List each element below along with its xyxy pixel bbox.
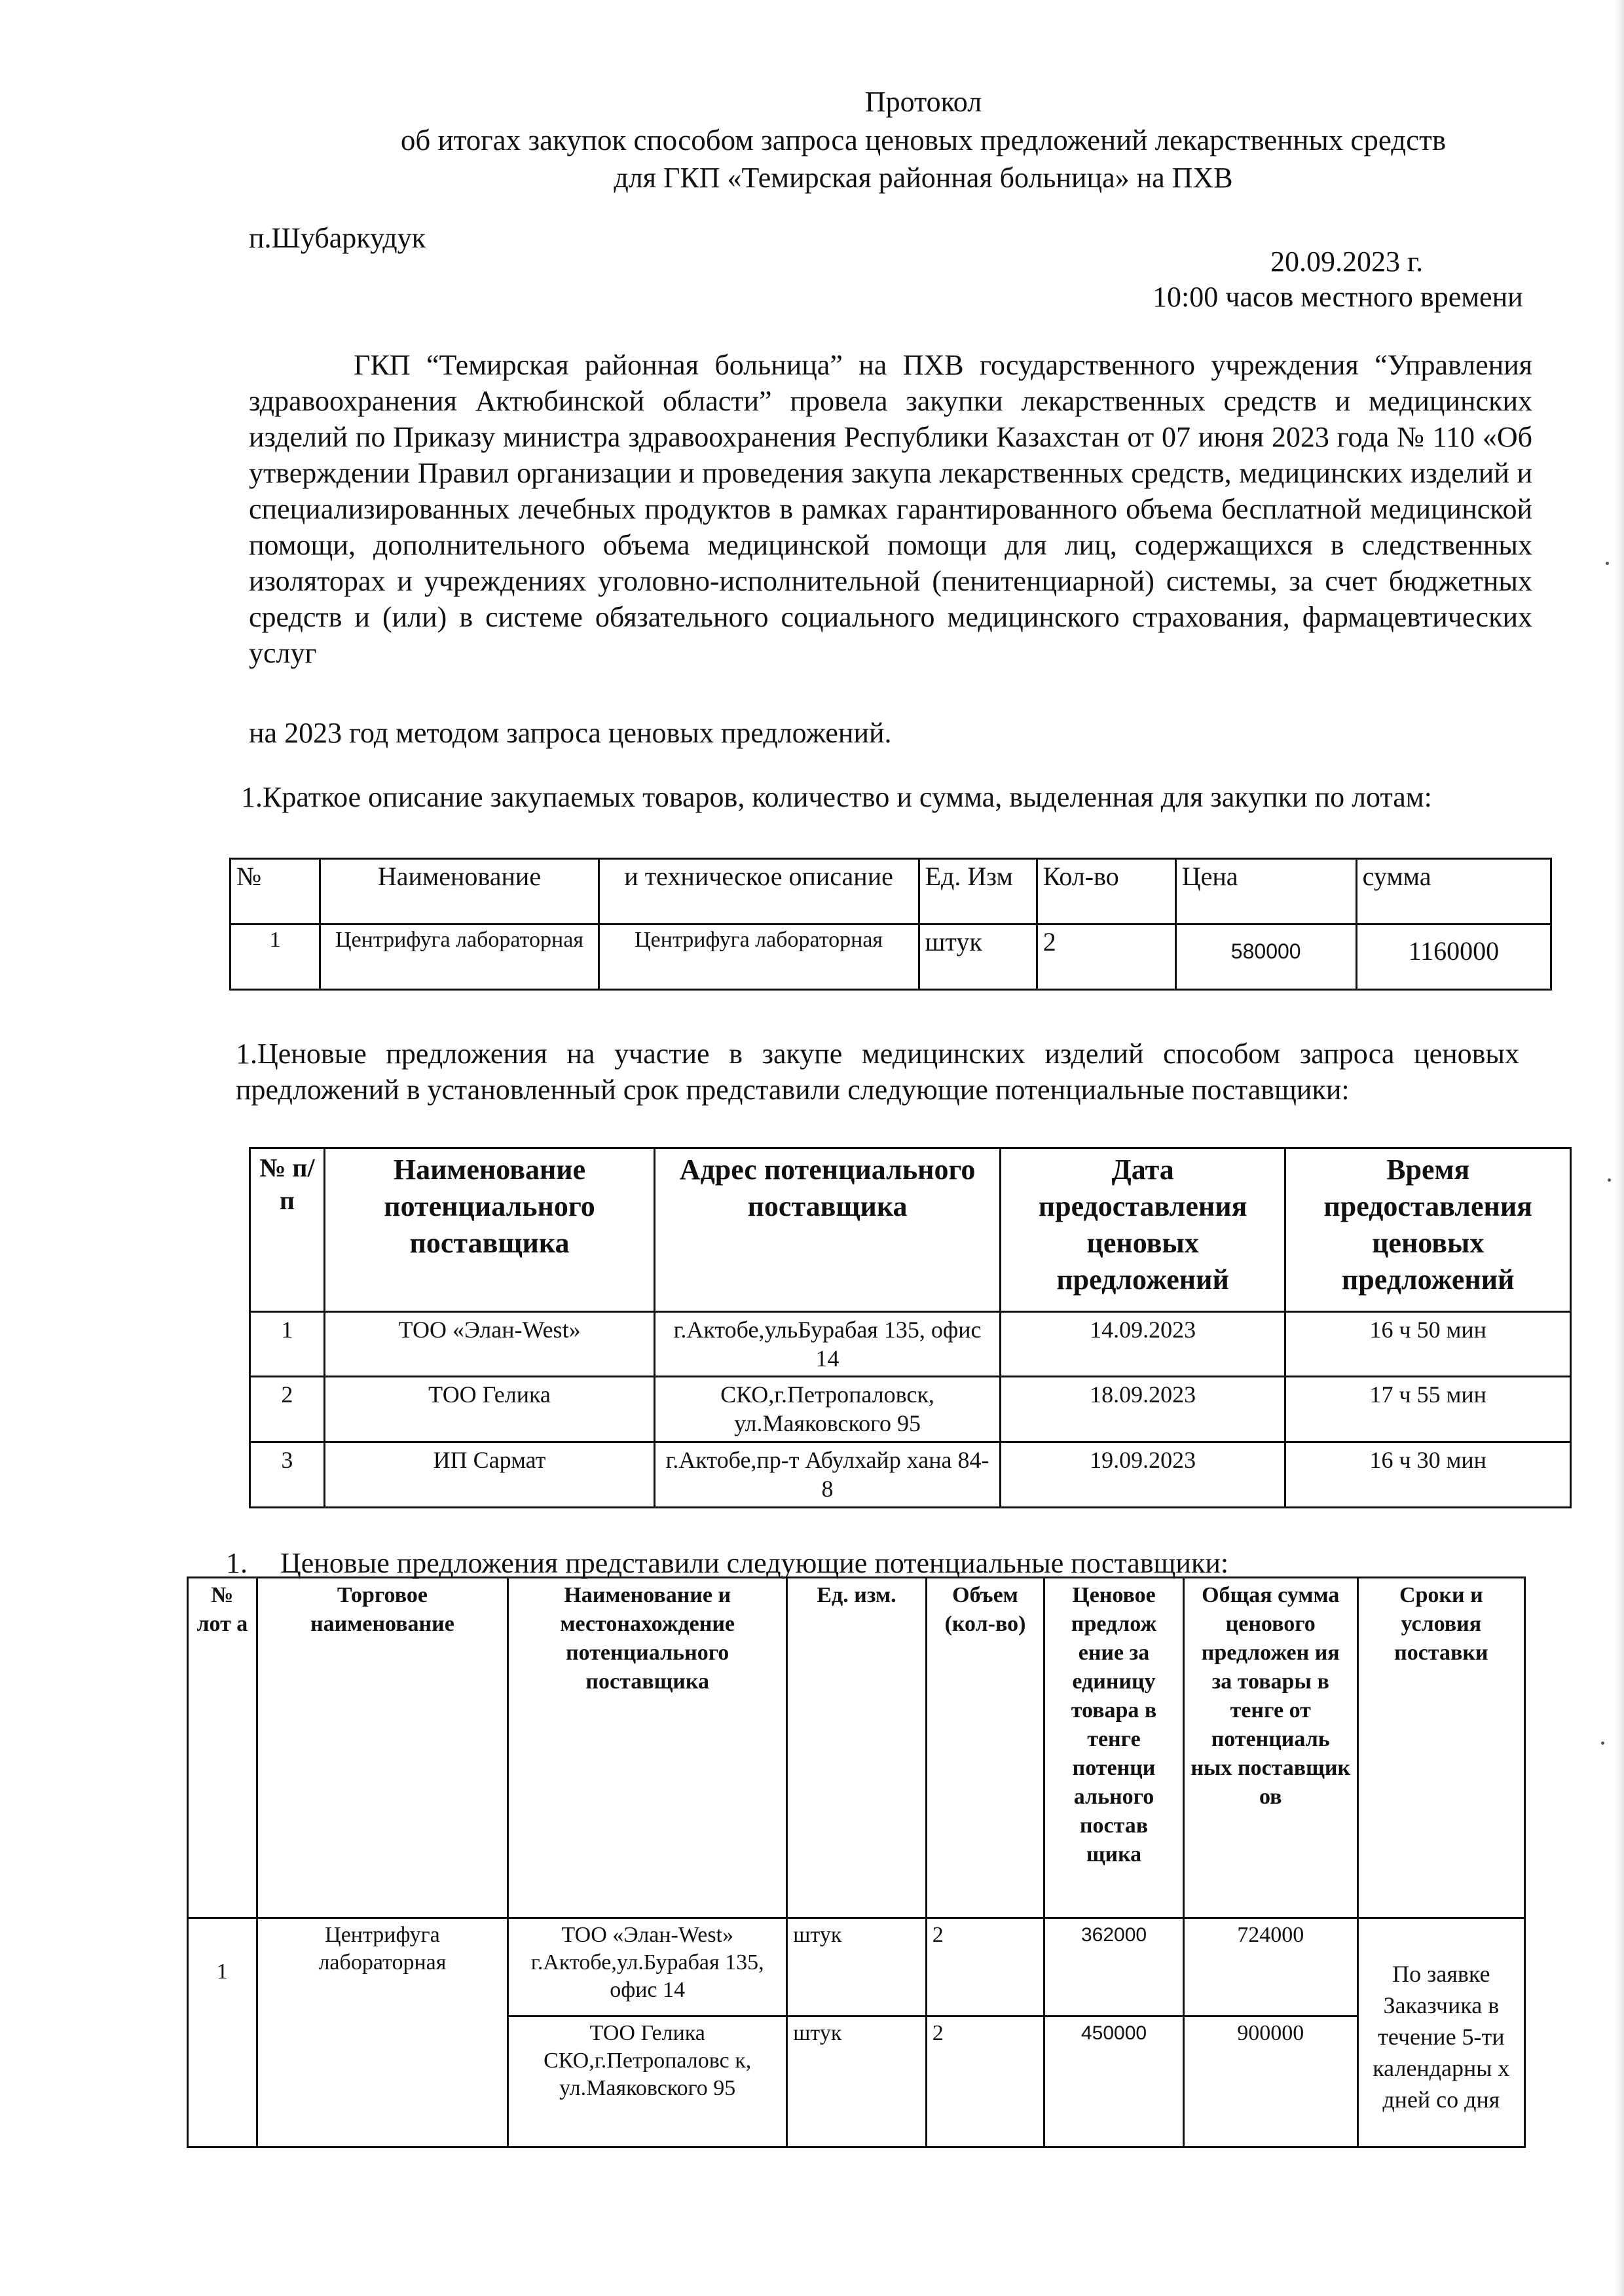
cell-num: 3 xyxy=(250,1442,325,1508)
cell-supplier-address: г.Актобе,ульБурабая 135, офис 14 xyxy=(655,1312,1001,1377)
cell-supplier-address: СКО,г.Петропаловск, ул.Маяковского 95 xyxy=(655,1377,1001,1442)
suppliers-table-header xyxy=(250,1148,1571,1312)
intro-paragraph-end: на 2023 год методом запроса ценовых предложений. xyxy=(249,717,892,749)
section3-heading: Ценовые предложения представили следующие потенциальные поставщики: xyxy=(280,1547,1229,1579)
col-supplier-name: Наименование потенциального поставщика xyxy=(324,1148,655,1312)
col-qty: Кол-во xyxy=(1037,859,1175,924)
col-sum: сумма xyxy=(1356,859,1551,924)
col-unit-price: Ценовое предлож ение за единицу товара в тенге потенци ального постав щика xyxy=(1044,1578,1184,1918)
lots-table xyxy=(229,858,1552,991)
col-lot-num: № лот а xyxy=(188,1578,257,1918)
scan-edge-shadow xyxy=(1615,0,1624,2296)
cell-price: 580000 xyxy=(1175,924,1356,990)
section3-number: 1. xyxy=(226,1547,248,1579)
cell-num: 1 xyxy=(231,924,320,990)
cell-unit-price: 450000 xyxy=(1044,2016,1184,2147)
cell-unit: штук xyxy=(787,1918,927,2016)
offers-table xyxy=(187,1576,1526,2148)
offers-table-header xyxy=(188,1578,1525,1918)
cell-terms: По заявке Заказчика в течение 5-ти календарны х дней со дня xyxy=(1357,1918,1524,2147)
cell-lot-num: 1 xyxy=(188,1918,257,2147)
col-total: Общая сумма ценового предложен ия за товары в тенге от потенциаль ных поставщик ов xyxy=(1183,1578,1357,1918)
cell-qty: 2 xyxy=(1037,924,1175,990)
cell-unit-price: 362000 xyxy=(1044,1918,1184,2016)
cell-offer-date: 18.09.2023 xyxy=(1000,1377,1285,1442)
cell-supplier-name: ИП Сармат xyxy=(324,1442,655,1508)
section1-heading: 1.Краткое описание закупаемых товаров, количество и сумма, выделенная для закупки по лотам: xyxy=(241,781,1432,813)
col-unit: Ед. Изм xyxy=(919,859,1037,924)
cell-offer-time: 17 ч 55 мин xyxy=(1285,1377,1571,1442)
col-name: Наименование xyxy=(320,859,599,924)
cell-supplier-name: ТОО «Элан-West» xyxy=(324,1312,655,1377)
cell-offer-time: 16 ч 30 мин xyxy=(1285,1442,1571,1508)
col-qty: Объем (кол-во) xyxy=(926,1578,1044,1918)
intro-paragraph: ГКП “Темирская районная больница” на ПХВ государственного учреждения “Управления здравоохранения Актюбинской области” провела закупки лекарственных средств и медицинских изделий по Приказу министра здравоохранения Республики Казахстан от 07 июня 2023 года № 110 «Об утверждении Правил организации и проведения закупа лекарственных средств, медицинских изделий и специализированных лечебных продуктов в рамках гарантированного объема бесплатной медицинской помощи, дополнительного объема медицинской помощи для лиц, содержащихся в следственных изоляторах и учреждениях уголовно-исполнительной (пенитенциарной) системы, за счет бюджетных средств и (или) в системе обязательного социального медицинского страхования, фармацевтических услуг xyxy=(249,349,1532,669)
col-unit: Ед. изм. xyxy=(787,1578,927,1918)
cell-qty: 2 xyxy=(926,1918,1044,2016)
col-supplier-address: Адрес потенциального поставщика xyxy=(655,1148,1001,1312)
cell-supplier-name: ТОО Гелика xyxy=(324,1377,655,1442)
cell-supplier: ТОО Гелика СКО,г.Петропаловс к, ул.Маяковского 95 xyxy=(508,2016,787,2147)
col-offer-date: Дата предоставления ценовых предложений xyxy=(1000,1148,1285,1312)
col-terms: Сроки и условия поставки xyxy=(1357,1578,1524,1918)
cell-num: 2 xyxy=(250,1377,325,1442)
col-trade-name: Торговое наименование xyxy=(257,1578,507,1918)
cell-offer-date: 19.09.2023 xyxy=(1000,1442,1285,1508)
cell-num: 1 xyxy=(250,1312,325,1377)
col-supplier: Наименование и местонахождение потенциального поставщика xyxy=(508,1578,787,1918)
document-place: п.Шубаркудук xyxy=(249,222,426,254)
table-row xyxy=(250,1312,1571,1377)
cell-offer-date: 14.09.2023 xyxy=(1000,1312,1285,1377)
table-row xyxy=(188,1918,1525,2016)
document-subtitle-line2: для ГКП «Темирская районная больница» на ПХВ xyxy=(614,162,1233,194)
scan-speck xyxy=(1601,1741,1604,1745)
cell-offer-time: 16 ч 50 мин xyxy=(1285,1312,1571,1377)
table-row xyxy=(231,924,1551,990)
cell-description: Центрифуга лабораторная xyxy=(599,924,919,990)
document-title: Протокол xyxy=(864,86,982,118)
document-subtitle-line1: об итогах закупок способом запроса ценовых предложений лекарственных средств xyxy=(400,124,1447,156)
col-price: Цена xyxy=(1175,859,1356,924)
col-offer-time: Время предоставления ценовых предложений xyxy=(1285,1148,1571,1312)
cell-name: Центрифуга лабораторная xyxy=(320,924,599,990)
document-time: 10:00 часов местного времени xyxy=(1153,281,1523,313)
section2-heading: 1.Ценовые предложения на участие в закупе медицинских изделий способом запроса ценовых предложений в установленный срок представили следующие потенциальные поставщики: xyxy=(236,1038,1519,1106)
scan-speck xyxy=(1606,562,1609,565)
table-row xyxy=(250,1442,1571,1508)
table-row xyxy=(250,1377,1571,1442)
cell-qty: 2 xyxy=(926,2016,1044,2147)
cell-total: 724000 xyxy=(1183,1918,1357,2016)
suppliers-table xyxy=(249,1147,1572,1508)
col-description: и техническое описание xyxy=(599,859,919,924)
cell-trade-name: Центрифуга лабораторная xyxy=(257,1918,507,2147)
cell-supplier: ТОО «Элан-West» г.Актобе,ул.Бурабая 135, офис 14 xyxy=(508,1918,787,2016)
cell-unit: штук xyxy=(787,2016,927,2147)
cell-supplier-address: г.Актобе,пр-т Абулхайр хана 84-8 xyxy=(655,1442,1001,1508)
cell-unit: штук xyxy=(919,924,1037,990)
scan-speck xyxy=(1608,1178,1611,1182)
col-num: № xyxy=(231,859,320,924)
col-num: № п/п xyxy=(250,1148,325,1312)
cell-sum: 1160000 xyxy=(1356,924,1551,990)
cell-total: 900000 xyxy=(1183,2016,1357,2147)
document-date: 20.09.2023 г. xyxy=(1270,246,1424,278)
lots-table-header xyxy=(231,859,1551,924)
